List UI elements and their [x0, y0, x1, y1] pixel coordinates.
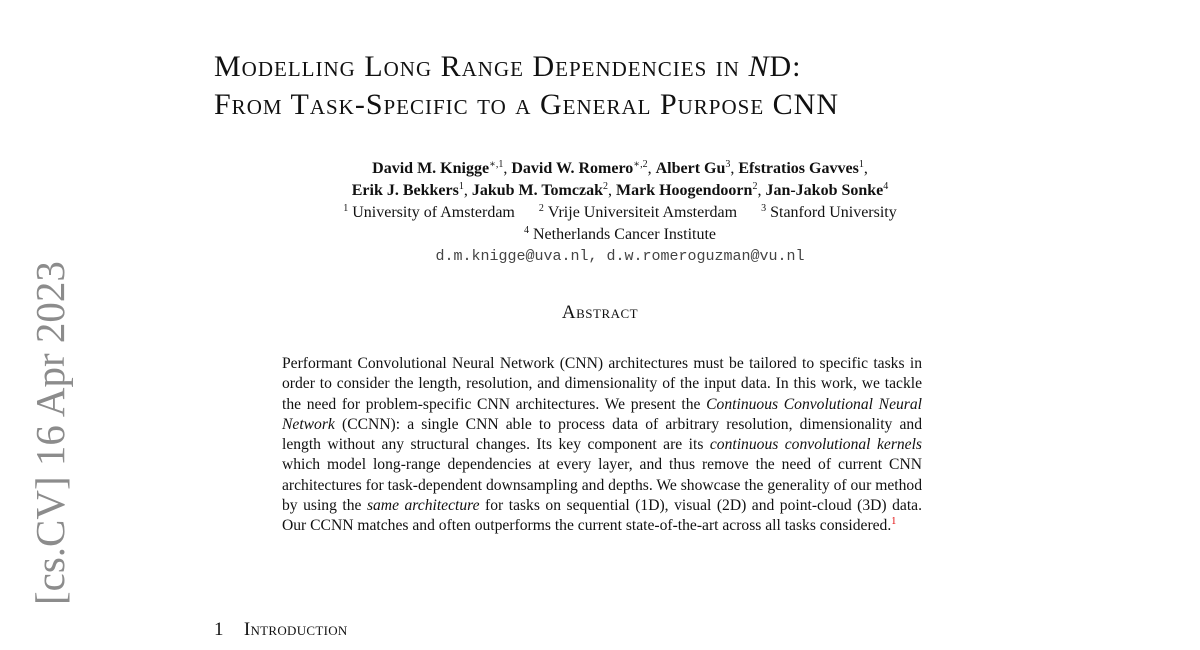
paper-title: [214, 48, 1034, 124]
author-sup: 2: [752, 181, 758, 192]
section-title: Introduction: [243, 619, 348, 640]
author-line-2: Erik J. Bekkers$^1$, Jakub M. Tomczak$^2$, Mark Hoogendoorn$^2$, Jan-Jakob Sonke$^4$: [351, 181, 889, 199]
affiliation-sup: 2: [538, 203, 544, 214]
abstract-text: which model long-range dependencies at every layer, and thus remove the need of current CNN architectures for task-dependent downsampling and depths. We showcase the generality of our method by using the: [282, 456, 922, 515]
title-math-n: N: [748, 50, 770, 83]
section-number: 1: [214, 619, 224, 640]
author-name: Efstratios Gavves: [738, 160, 859, 177]
author-sup: ∗,2: [633, 159, 648, 170]
affiliation-sup: 4: [523, 225, 529, 236]
footnote-link[interactable]: 1: [891, 516, 897, 528]
title-line-1-end: D:: [769, 50, 802, 83]
affiliation: Netherlands Cancer Institute: [532, 226, 717, 243]
author-name: Jan-Jakob Sonke: [765, 182, 884, 199]
abstract-text: Performant Convolutional Neural Network (CNN) architectures must be tailored to specific tasks in order to consider the length, resolution, and dimensionality of the input data. In this work, we tackle the need for problem-specific CNN architectures. We present the: [282, 355, 922, 413]
affiliation-sup: 3: [761, 203, 767, 214]
author-name: Mark Hoogendoorn: [615, 182, 753, 199]
arxiv-stamp-text: [cs.CV] 16 Apr 2023: [27, 261, 73, 605]
author-sup: 3: [725, 159, 731, 170]
abstract-body: [282, 354, 922, 537]
title-line-1-text: Modelling Long Range Dependencies in: [214, 50, 749, 83]
author-name: Albert Gu: [655, 160, 726, 177]
abstract-text: (CCNN): a single CNN able to process data of arbitrary resolution, dimensionality and length without any structural changes. Its key component are its: [282, 415, 922, 454]
author-line-1: David M. Knigge$^{∗,1}$, David W. Romero$^{∗,2}$, Albert Gu$^3$, Efstratios Gavves$^1$,: [372, 159, 868, 177]
author-sup: 1: [458, 181, 464, 192]
author-sup: 4: [883, 181, 889, 192]
affiliation-line-2: [200, 224, 1040, 246]
arxiv-stamp: [27, 261, 73, 650]
section-heading-introduction: [214, 619, 348, 641]
author-name: David W. Romero: [511, 160, 634, 177]
affiliation: Stanford University: [770, 204, 897, 221]
author-sup: ∗,1: [489, 159, 504, 170]
affiliation-line-1: [200, 202, 1040, 224]
author-name: Erik J. Bekkers: [351, 182, 459, 199]
author-name: Jakub M. Tomczak: [471, 182, 603, 199]
abstract-text: for tasks on sequential (1D), visual (2D) and point-cloud (3D) data. Our CCNN matches and often outperforms the current state-of-the-art across all tasks considered.: [282, 497, 922, 535]
author-sup: 2: [602, 181, 608, 192]
author-name: David M. Knigge: [372, 160, 490, 177]
abstract-emphasis: Continuous Convolutional Neural Network: [282, 395, 922, 433]
abstract-heading: Abstract: [561, 302, 639, 323]
abstract-emphasis: same architecture: [366, 497, 480, 515]
author-emails[interactable]: d.m.knigge@uva.nl, d.w.romeroguzman@vu.nl: [435, 248, 805, 265]
affiliation: Vrije Universiteit Amsterdam: [547, 204, 738, 221]
abstract-emphasis: continuous convolutional kernels: [709, 436, 923, 454]
title-line-2: From Task-Specific to a General Purpose CNN: [214, 88, 839, 121]
affiliation: University of Amsterdam: [352, 204, 515, 221]
author-block: [200, 158, 1040, 268]
affiliation-sup: 1: [343, 203, 349, 214]
title-line-1: [214, 48, 1034, 86]
author-sup: 1: [858, 159, 864, 170]
